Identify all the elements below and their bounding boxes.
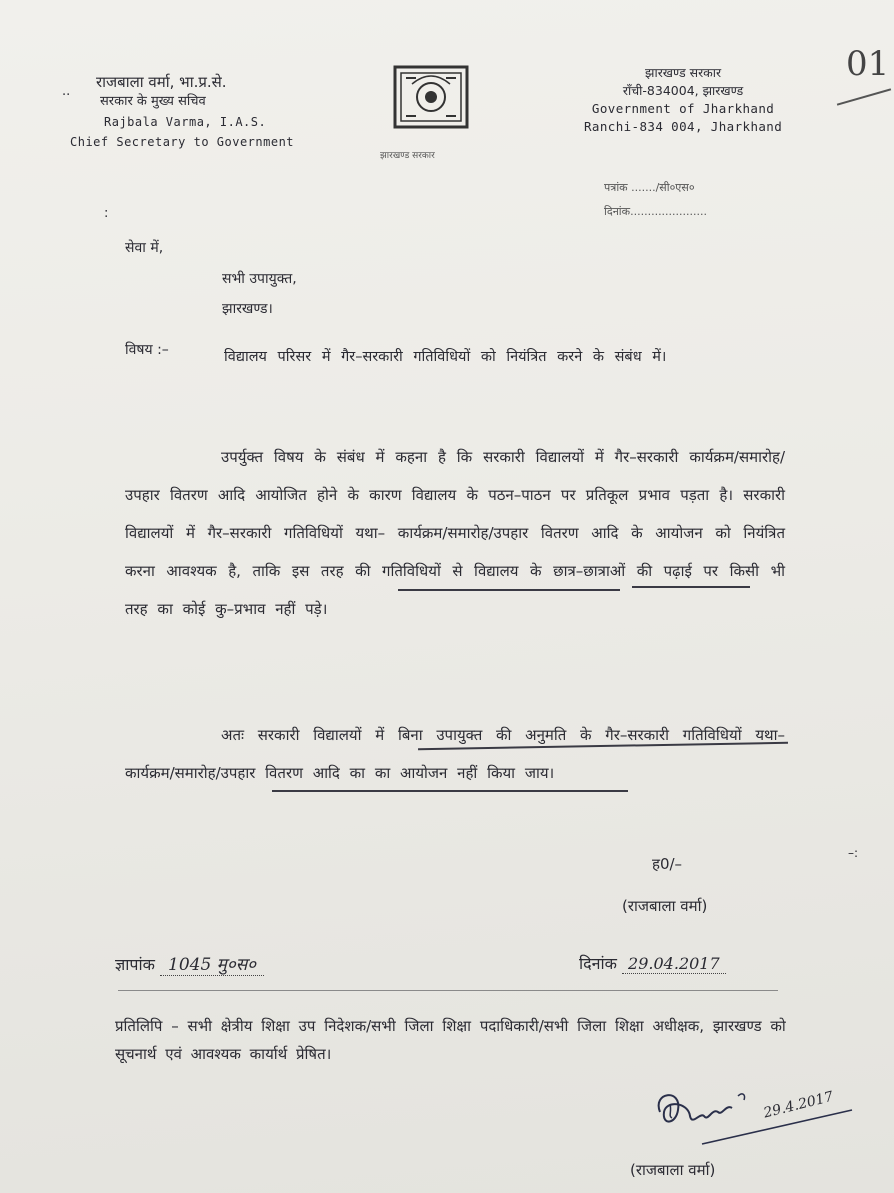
memo-number: 1045 मु०स० [160, 955, 264, 976]
memo-date: 29.04.2017 [622, 954, 726, 974]
salutation: सेवा में, [125, 240, 164, 256]
divider [118, 990, 778, 991]
corner-stroke [837, 88, 891, 105]
reference-block [604, 176, 707, 224]
addressee [222, 264, 297, 324]
margin-mark: –: [848, 846, 859, 860]
sender-block [70, 72, 294, 152]
underline-mark [398, 589, 620, 591]
government-block [584, 64, 782, 136]
underline-mark [272, 790, 628, 792]
underline-mark [632, 586, 750, 588]
subject-text: विद्यालय परिसर में गैर–सरकारी गतिविधियों को नियंत्रित करने के संबंध में। [224, 349, 667, 365]
emblem-caption: झारखण्ड सरकार [380, 151, 435, 161]
govt-english: Government of Jharkhand [591, 101, 775, 116]
body-paragraph-2: अतः सरकारी विद्यालयों में बिना उपायुक्त की अनुमति के गैर–सरकारी गतिविधियों यथा– कार्यक्रम/समारोह/उपहार वितरण आदि का का आयोजन नहीं किया जाय। [125, 726, 785, 782]
handwritten-page-number: 01 [846, 44, 890, 84]
ref-dinank: दिनांक...................... [604, 205, 708, 218]
memo-label: ज्ञापांक [115, 955, 155, 974]
sender-english-name: Rajbala Varma, I.A.S. [104, 115, 267, 129]
sender-hindi-name: राजबाला वर्मा, भा.प्र.से. [96, 73, 227, 91]
subject-label: विषय :– [125, 342, 169, 358]
addressee-line-2: झारखण्ड। [222, 301, 273, 317]
sender-hindi-title: सरकार के मुख्य सचिव [100, 94, 206, 109]
signatory-name: (राजबाला वर्मा) [622, 897, 708, 915]
body-paragraph-1: उपर्युक्त विषय के संबंध में कहना है कि सरकारी विद्यालयों में गैर–सरकारी कार्यक्रम/समारोह/उपहार वितरण आदि आयोजित होने के कारण विद्यालय के पठन–पाठन पर प्रतिकूल प्रभाव पड़ता है। सरकारी विद्यालयों में गैर–सरकारी गतिविधियों यथा– कार्यक्रम/समारोह/उपहार वितरण आदि के आयोजन को नियंत्रित करना आवश्यक है, ताकि इस तरह की गतिविधियों से विद्यालय के छात्र–छात्राओं की पढ़ाई पर किसी भी तरह का कोई कु–प्रभाव नहीं पड़े। [125, 448, 785, 618]
memo-number-row [115, 952, 264, 975]
state-emblem-icon [392, 64, 470, 130]
copy-distribution: प्रतिलिपि – सभी क्षेत्रीय शिक्षा उप निदेशक/सभी जिला शिक्षा पदाधिकारी/सभी जिला शिक्षा अधीक्षक, झारखण्ड को सूचनार्थ एवं आवश्यक कार्यार्थ प्रेषित। [115, 1017, 786, 1063]
addressee-line-1: सभी उपायुक्त, [222, 271, 297, 287]
govt-english-address: Ranchi-834 004, Jharkhand [584, 119, 783, 134]
govt-hindi-address: राँची-834004, झारखण्ड [622, 83, 744, 98]
margin-mark: .. [62, 84, 71, 99]
sender-english-title: Chief Secretary to Government [70, 135, 295, 149]
govt-hindi: झारखण्ड सरकार [645, 65, 722, 80]
memo-date-label: दिनांक [579, 954, 617, 973]
signed-mark: ह0/– [652, 855, 683, 873]
signatory-name-2: (राजबाला वर्मा) [630, 1161, 716, 1179]
signature-date: 29.4.2017 [762, 1088, 836, 1122]
margin-mark: : [104, 206, 109, 221]
memo-date-row [579, 952, 726, 974]
ref-patrank: पत्रांक ......./सी०एस० [604, 181, 695, 194]
